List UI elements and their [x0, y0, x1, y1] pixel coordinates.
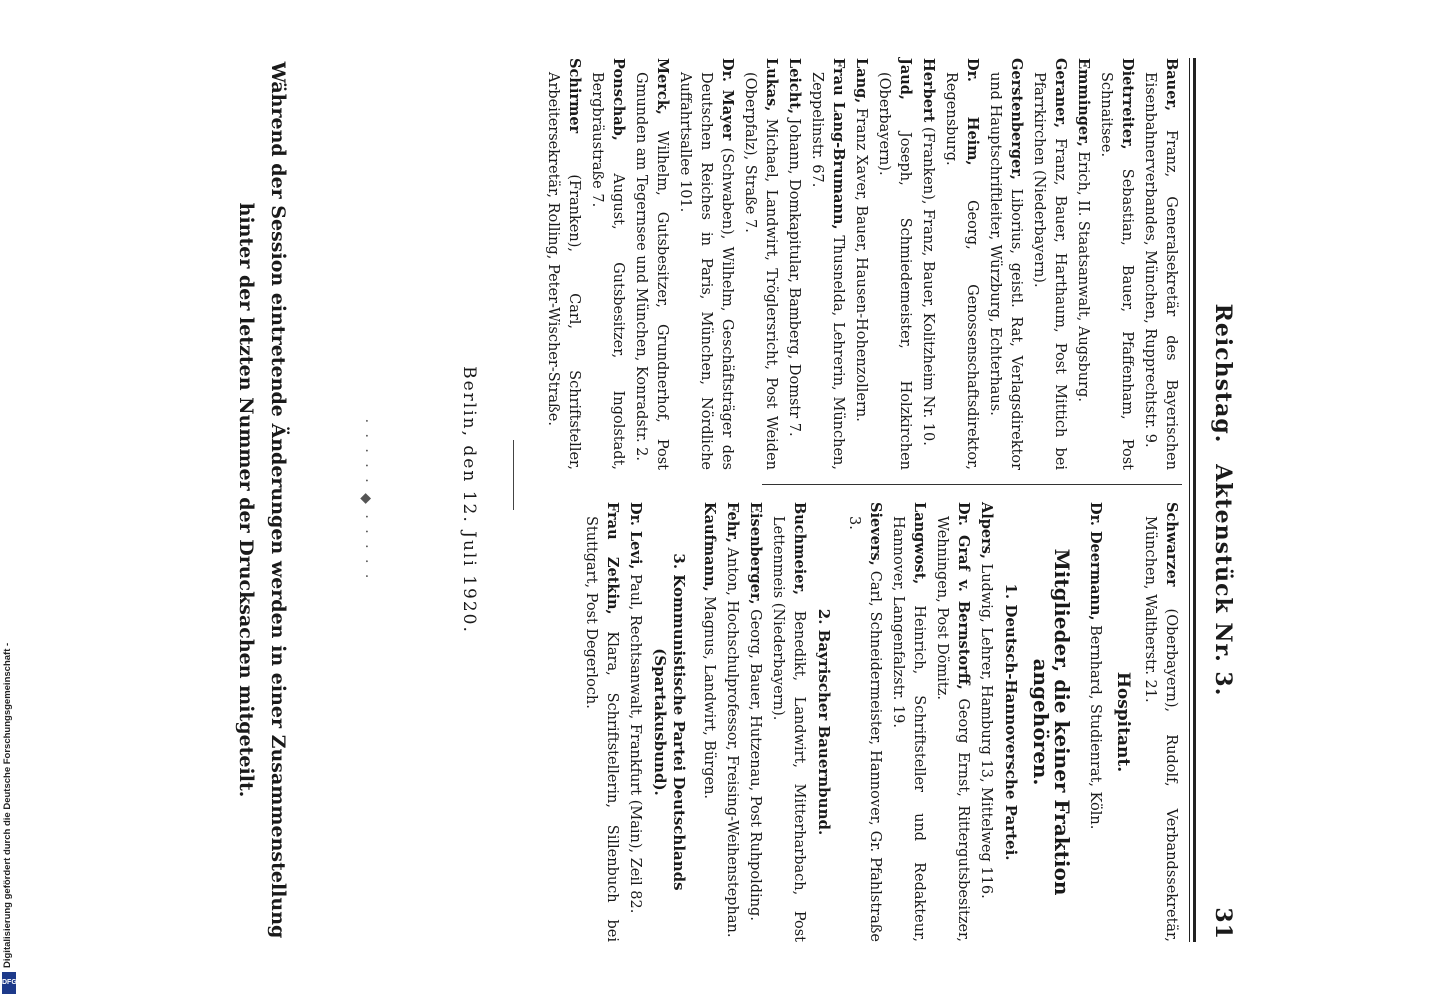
member-entry: Herbert (Franken), Franz, Bauer, Kolitzheim Nr. 10. [920, 58, 937, 446]
right-column [579, 502, 1182, 942]
member-entry: Lang, Franz Xaver, Bauer, Hausen-Hohenzollern. [853, 58, 870, 422]
member-entry: Buchmeier, Benedikt, Landwirt, Mitterharbach, Post Lettenmeis (Niederbayern). [770, 502, 808, 942]
ornament-divider: · · · · · ◆ · · · · · [358, 418, 374, 582]
member-entry: Fehr, Anton, Hochschulprofessor, Freising-Weihenstephan. [724, 502, 741, 938]
header-title-right: Aktenstück Nr. 3. [1210, 464, 1236, 697]
party-heading: 2. Bayrischer Bauernbund. [815, 608, 833, 836]
closing-notice [230, 0, 294, 1000]
header-title-left: Reichstag. [1210, 303, 1236, 444]
member-entry: Dietrreiter, Sebastian, Bauer, Pfaffenham, Post Schnaitsee. [1098, 58, 1136, 470]
member-entry: Ponschab, August, Gutsbesitzer, Ingolstadt, Bergbräustraße 7. [589, 58, 627, 470]
member-entry: Bauer, Franz, Generalsekretär des Bayerischen Eisenbahnerverbandes, München, Rupprechtstr. 9. [1142, 58, 1180, 470]
member-entry: Dr. Heim, Georg, Genossenschaftsdirektor, Regensburg. [943, 58, 981, 471]
column-divider [762, 484, 1182, 485]
header-rule-thin [1189, 58, 1190, 942]
member-entry: Sievers, Carl, Schneidermeister, Hannover, Gr. Pfahlstraße 3. [846, 502, 884, 942]
page-header [1200, 60, 1236, 940]
main-section-heading: Mitglieder, die keiner Fraktion angehören. [1029, 548, 1074, 896]
member-entry: Gerstenberger, Liborius, geistl. Rat, Verlagsdirektor und Hauptschriftleiter, Würzburg, Echterhaus. [987, 58, 1025, 471]
member-entry: Langwost, Heinrich, Schriftsteller und Redakteur, Hannover, Langenfalzstr. 19. [890, 502, 928, 943]
member-entry: Geraner, Franz, Bauer, Harthaum, Post Mittich bei Pfarrkirchen (Niederbayern). [1031, 58, 1069, 470]
member-entry: Emminger, Erich, II. Staatsanwalt, Augsburg. [1075, 58, 1092, 402]
member-entry: Dr. Graf v. Bernstorff, Georg Ernst, Rittergutsbesitzer, Wehningen, Post Dömitz. [934, 502, 972, 942]
member-entry: Alpers, Ludwig, Lehrer, Hamburg 13, Mittelweg 116. [978, 502, 995, 899]
dfg-logo-icon: DFG [2, 972, 16, 994]
member-entry: Dr. Mayer (Schwaben), Wilhelm, Geschäftsträger des Deutschen Reiches in Paris, München, Nördliche Auffahrtsallee 101. [677, 58, 736, 470]
notice-line-1: Während der Session eintretende Änderungen werden in einer Zusammenstellung [267, 61, 289, 939]
member-entry: Lukas, Michael, Landwirt, Tröglersricht, Post Weiden (Oberpfalz), Straße 7. [742, 58, 780, 470]
party-heading: 1. Deutsch-Hannoversche Partei. [1002, 583, 1020, 861]
digitization-credit [2, 604, 16, 994]
page-number: 31 [1210, 907, 1236, 940]
left-column [541, 58, 1182, 470]
party-heading: 3. Kommunistische Partei Deutschlands (Spartakusbund). [651, 553, 688, 891]
notice-line-2: hinter der letzten Nummer der Drucksachen mitgeteilt. [235, 202, 257, 798]
member-entry: Dr. Levi, Paul, Rechtsanwalt, Frankfurt (Main), Zeil 82. [627, 502, 644, 914]
member-entry: Schwarzer (Oberbayern), Rudolf, Verbandssekretär, München, Waltherstr. 21. [1142, 502, 1180, 943]
member-entry: Schirmer (Franken), Carl, Schriftsteller, Arbeitersekretär, Rolling, Peter-Wischer-Straße. [545, 58, 583, 470]
member-entry: Merck, Wilhelm, Gutsbesitzer, Grundnerhof, Post Gmunden am Tegernsee und München, Konradstr. 2. [633, 58, 671, 471]
credit-text: Digitalisierung gefördert durch die Deutsche Forschungsgemeinschaft - [2, 642, 13, 968]
closing-rule [513, 440, 514, 510]
member-entry: Frau Zetkin, Klara, Schriftstellerin, Sillenbuch bei Stuttgart, Post Degerloch. [583, 502, 621, 942]
member-entry: Frau Lang-Brumann, Thusnelda, Lehrerin, München, Zeppelinstr. 67. [809, 58, 847, 470]
header-rule [1193, 58, 1196, 942]
member-entry: Leicht, Johann, Domkapitular, Bamberg, Domstr 7. [786, 58, 803, 437]
member-entry: Dr. Deermann, Bernhard, Studienrat, Köln. [1087, 502, 1104, 830]
member-entry: Jaud, Joseph, Schmiedemeister, Holzkirchen (Oberbayern). [876, 58, 914, 471]
member-entry: Kaufmann, Magnus, Landwirt, Bürgen. [701, 502, 718, 800]
place-date: Berlin, den 12. Juli 1920. [459, 366, 479, 634]
member-entry: Eisenberger, Georg, Bauer, Hutzenau, Post Ruhpolding. [747, 502, 764, 921]
hospitant-heading: Hospitant. [1113, 671, 1133, 773]
header-title [1210, 60, 1236, 940]
